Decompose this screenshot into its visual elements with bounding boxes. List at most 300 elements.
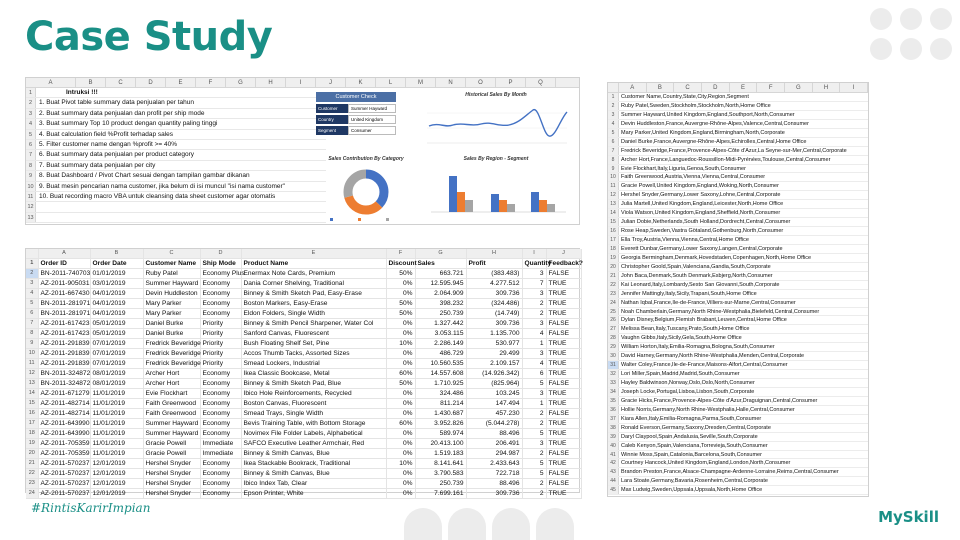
table-cell[interactable]: Economy <box>200 309 241 319</box>
table-cell[interactable]: Priority <box>200 349 241 359</box>
table-cell[interactable]: TRUE <box>546 439 581 449</box>
table-cell[interactable]: 0% <box>386 349 415 359</box>
column-letter: A <box>619 83 647 92</box>
table-cell[interactable]: 5 <box>522 459 546 469</box>
table-cell[interactable]: 1.710.925 <box>415 379 466 389</box>
table-cell[interactable]: Gracie Powell <box>143 449 200 459</box>
table-cell[interactable]: 8.141.641 <box>415 459 466 469</box>
table-cell[interactable]: 07/01/2019 <box>90 339 143 349</box>
table-cell[interactable]: Priority <box>200 319 241 329</box>
table-cell[interactable]: TRUE <box>546 399 581 409</box>
table-cell[interactable]: 3 <box>522 349 546 359</box>
table-cell[interactable]: Fredrick Beveridge <box>143 359 200 369</box>
table-cell[interactable]: Hershel Snyder <box>143 479 200 489</box>
table-cell[interactable]: AZ-2011-570237 <box>38 459 90 469</box>
table-cell[interactable]: 250.739 <box>415 309 466 319</box>
table-cell[interactable]: 294.987 <box>466 449 522 459</box>
csv-text[interactable]: David Harney,Germany,North Rhine-Westphalia,Menden,Central,Corporate <box>621 353 805 360</box>
table-cell[interactable]: AZ-2011-643990 <box>38 429 90 439</box>
table-cell[interactable]: 60% <box>386 419 415 429</box>
table-cell[interactable]: 2.109.157 <box>466 359 522 369</box>
table-cell[interactable]: 309.736 <box>466 489 522 499</box>
table-cell[interactable]: 1.430.687 <box>415 409 466 419</box>
table-cell[interactable]: FALSE <box>546 409 581 419</box>
table-row <box>26 399 581 409</box>
csv-text[interactable]: Vaughn Gibbs,Italy,Sicily,Gela,South,Home Office <box>621 335 742 342</box>
table-cell[interactable]: 7 <box>522 279 546 289</box>
table-cell[interactable]: (825.964) <box>466 379 522 389</box>
table-cell[interactable]: AZ-2011-671279 <box>38 389 90 399</box>
table-cell[interactable]: 4 <box>522 359 546 369</box>
table-cell[interactable]: 2 <box>522 489 546 499</box>
table-cell[interactable]: 3.790.583 <box>415 469 466 479</box>
table-cell[interactable]: 2 <box>522 479 546 489</box>
segment-field-value: Consumer <box>348 126 396 135</box>
customer-field-value[interactable]: Summer Hayward <box>348 104 396 113</box>
csv-text[interactable]: Gracie Hicks,France,Provence-Alpes-Côte d'Azur,Draguignan,Central,Consumer <box>621 397 818 404</box>
csv-text[interactable]: Kai Leonard,Italy,Lombardy,Sesto San Giovanni,South,Corporate <box>621 281 780 288</box>
table-cell[interactable]: SAFCO Executive Leather Armchair, Red <box>241 439 386 449</box>
table-cell[interactable]: Boston Canvas, Fluorescent <box>241 399 386 409</box>
column-letter: H <box>813 83 841 92</box>
table-cell[interactable]: AZ-2011-570237 <box>38 489 90 499</box>
table-cell[interactable]: 60% <box>386 369 415 379</box>
table-cell[interactable]: 309.736 <box>466 289 522 299</box>
csv-text[interactable]: Brandon Preston,France,Alsace-Champagne-Ardenne-Lorraine,Reims,Central,Consumer <box>621 469 839 476</box>
table-cell[interactable]: Economy <box>200 469 241 479</box>
table-cell[interactable]: FALSE <box>546 479 581 489</box>
table-cell[interactable]: 11/01/2019 <box>90 449 143 459</box>
csv-text[interactable]: Christopher Goold,Spain,Valenciana,Gandia,South,Corporate <box>621 263 771 270</box>
table-cell[interactable]: 5 <box>522 379 546 389</box>
table-cell[interactable]: 07/01/2019 <box>90 359 143 369</box>
table-cell[interactable]: 50% <box>386 309 415 319</box>
csv-text[interactable]: Daniel Burke,France,Auvergne-Rhône-Alpes,Echirolles,Central,Home Office <box>621 138 807 145</box>
row-number: 30 <box>608 352 619 360</box>
csv-text[interactable]: Daryl Claypool,Spain,Andalusia,Seville,South,Corporate <box>621 433 758 440</box>
table-cell[interactable]: AZ-2011-482714 <box>38 399 90 409</box>
table-cell[interactable]: TRUE <box>546 489 581 499</box>
table-cell[interactable]: Summer Hayward <box>143 279 200 289</box>
instruction-text: Intruksi !!! <box>66 89 98 96</box>
table-cell[interactable]: 11/01/2019 <box>90 399 143 409</box>
table-row <box>26 299 581 309</box>
csv-text[interactable]: Archer Hort,France,Languedoc-Roussillon-Midi-Pyrénées,Toulouse,Central,Consumer <box>621 156 831 163</box>
column-letter: E <box>166 78 196 87</box>
table-cell[interactable]: 12/01/2019 <box>90 459 143 469</box>
table-cell[interactable]: Epson Printer, White <box>241 489 386 499</box>
table-cell[interactable]: Economy <box>200 419 241 429</box>
table-cell[interactable]: 12/01/2019 <box>90 489 143 499</box>
table-cell[interactable]: BN-2011-281971 <box>38 309 90 319</box>
table-cell[interactable]: AZ-2011-667430 <box>38 289 90 299</box>
table-cell[interactable]: TRUE <box>546 309 581 319</box>
table-cell[interactable]: Hershel Snyder <box>143 489 200 499</box>
table-cell[interactable]: 0% <box>386 449 415 459</box>
table-cell[interactable]: BN-2011-740703 <box>38 269 90 279</box>
table-cell[interactable]: Daniel Burke <box>143 329 200 339</box>
table-cell[interactable]: 2 <box>522 409 546 419</box>
table-cell[interactable]: Priority <box>200 329 241 339</box>
table-cell[interactable]: 12/01/2019 <box>90 469 143 479</box>
table-cell[interactable]: 29.499 <box>466 349 522 359</box>
table-cell[interactable]: Ikea Stackable Bookrack, Traditional <box>241 459 386 469</box>
table-cell[interactable]: Bevis Training Table, with Bottom Storage <box>241 419 386 429</box>
table-cell[interactable]: Mary Parker <box>143 299 200 309</box>
table-cell[interactable]: 0% <box>386 439 415 449</box>
row-number: 23 <box>608 290 619 298</box>
table-cell[interactable]: AZ-2011-705359 <box>38 449 90 459</box>
csv-text[interactable]: Rose Heap,Sweden,Vastra Götaland,Gothenburg,North,Consumer <box>621 228 784 235</box>
table-cell[interactable]: AZ-2011-617423 <box>38 319 90 329</box>
table-cell[interactable]: TRUE <box>546 419 581 429</box>
table-cell[interactable]: Ibico Hole Reinforcements, Recycled <box>241 389 386 399</box>
table-cell[interactable]: 04/01/2019 <box>90 299 143 309</box>
table-cell[interactable]: Dania Corner Shelving, Traditional <box>241 279 386 289</box>
table-cell[interactable]: TRUE <box>546 389 581 399</box>
csv-text[interactable]: Courtney Hancock,United Kingdom,England,London,North,Consumer <box>621 460 791 467</box>
table-cell[interactable]: 0% <box>386 389 415 399</box>
table-cell[interactable]: 2.433.643 <box>466 459 522 469</box>
table-cell[interactable]: TRUE <box>546 359 581 369</box>
table-cell[interactable]: Priority <box>200 339 241 349</box>
table-cell[interactable]: 530.977 <box>466 339 522 349</box>
table-cell[interactable]: 0% <box>386 329 415 339</box>
table-cell[interactable]: 14.557.608 <box>415 369 466 379</box>
table-cell[interactable]: Faith Greenwood <box>143 399 200 409</box>
csv-text[interactable]: Ella Troy,Austria,Vienna,Vienna,Central,Home Office <box>621 237 749 243</box>
csv-text[interactable]: Julia Martell,United Kingdom,England,Leicester,North,Home Office <box>621 201 784 208</box>
table-cell[interactable]: TRUE <box>546 279 581 289</box>
csv-text[interactable]: Mary Parker,United Kingdom,England,Birmingham,North,Corporate <box>621 129 785 136</box>
table-cell[interactable]: TRUE <box>546 369 581 379</box>
table-cell[interactable]: 2 <box>522 309 546 319</box>
table-cell[interactable]: 11/01/2019 <box>90 419 143 429</box>
table-cell[interactable]: FALSE <box>546 469 581 479</box>
csv-text[interactable]: Devin Huddleston,France,Auvergne-Rhône-Alpes,Valence,Central,Consumer <box>621 120 809 127</box>
table-cell[interactable]: 50% <box>386 379 415 389</box>
table-cell[interactable]: 147.494 <box>466 399 522 409</box>
csv-text[interactable]: Hershel Snyder,Germany,Lower Saxony,Lohne,Central,Corporate <box>621 192 781 199</box>
table-cell[interactable]: 309.736 <box>466 319 522 329</box>
table-cell[interactable]: Hershel Snyder <box>143 459 200 469</box>
table-cell[interactable]: Priority <box>200 359 241 369</box>
table-cell[interactable]: TRUE <box>546 349 581 359</box>
decorative-dots <box>866 6 952 62</box>
table-cell[interactable]: 08/01/2019 <box>90 369 143 379</box>
table-cell[interactable]: 50% <box>386 269 415 279</box>
table-cell[interactable]: Devin Huddleston <box>143 289 200 299</box>
table-cell[interactable]: 5 <box>522 469 546 479</box>
table-cell[interactable]: Faith Greenwood <box>143 409 200 419</box>
table-cell[interactable]: Binney & Smith Canvas, Blue <box>241 469 386 479</box>
table-cell[interactable]: 04/01/2019 <box>90 309 143 319</box>
table-cell[interactable]: 1.519.183 <box>415 449 466 459</box>
table-cell[interactable]: 0% <box>386 469 415 479</box>
table-cell[interactable]: Economy <box>200 489 241 499</box>
table-cell[interactable]: 12.595.945 <box>415 279 466 289</box>
table-cell[interactable]: 3 <box>522 289 546 299</box>
csv-text[interactable]: Dylan Disney,Belgium,Flemish Brabant,Leuven,Central,Home Office <box>621 317 787 324</box>
table-cell[interactable]: 0% <box>386 409 415 419</box>
table-row <box>26 359 581 369</box>
table-cell[interactable]: Accos Thumb Tacks, Assorted Sizes <box>241 349 386 359</box>
table-cell[interactable]: Economy <box>200 379 241 389</box>
table-cell[interactable]: Ibico Index Tab, Clear <box>241 479 386 489</box>
table-cell[interactable]: 0% <box>386 429 415 439</box>
csv-text[interactable]: Melissa Bean,Italy,Tuscany,Prato,South,Home Office <box>621 326 750 333</box>
column-letter: C <box>106 78 136 87</box>
table-cell[interactable]: Fredrick Beveridge <box>143 339 200 349</box>
csv-text[interactable]: Joseph Locke,Portugal,Lisboa,Lisbon,South,Corporate <box>621 388 755 395</box>
table-cell[interactable]: (5.044.278) <box>466 419 522 429</box>
table-cell[interactable]: Economy <box>200 479 241 489</box>
table-cell[interactable]: 250.739 <box>415 479 466 489</box>
table-cell[interactable]: BN-2011-281971 <box>38 299 90 309</box>
table-cell[interactable]: 3.053.115 <box>415 329 466 339</box>
table-cell[interactable]: AZ-2011-570237 <box>38 479 90 489</box>
table-cell[interactable]: 1.327.442 <box>415 319 466 329</box>
table-cell[interactable]: TRUE <box>546 429 581 439</box>
table-cell[interactable]: 4.277.512 <box>466 279 522 289</box>
csv-text[interactable]: Noah Chamberlain,Germany,North Rhine-Westphalia,Bielefeld,Central,Consumer <box>621 308 820 315</box>
table-cell[interactable]: Mary Parker <box>143 309 200 319</box>
table-cell[interactable]: 0% <box>386 479 415 489</box>
table-cell[interactable]: TRUE <box>546 459 581 469</box>
table-cell[interactable]: AZ-2011-291839 <box>38 339 90 349</box>
csv-text[interactable]: Max Ludwig,Sweden,Uppsala,Uppsala,North,Home Office <box>621 487 763 494</box>
table-cell[interactable]: FALSE <box>546 449 581 459</box>
csv-text[interactable]: Jennifer Mattingly,Italy,Sicily,Trapani,South,Home Office <box>621 290 757 297</box>
table-cell[interactable]: 11/01/2019 <box>90 389 143 399</box>
table-cell[interactable]: (324.486) <box>466 299 522 309</box>
table-cell[interactable]: 2.064.909 <box>415 289 466 299</box>
table-cell[interactable]: 103.245 <box>466 389 522 399</box>
csv-text[interactable]: Winnie Moss,Spain,Catalonia,Barcelona,South,Consumer <box>621 451 762 458</box>
table-cell[interactable]: 07/01/2019 <box>90 349 143 359</box>
table-cell[interactable]: 1 <box>522 339 546 349</box>
csv-text[interactable]: Customer Name,Country,State,City,Region,Segment <box>621 94 749 100</box>
table-cell[interactable]: Hershel Snyder <box>143 469 200 479</box>
table-cell[interactable]: Binney & Smith Sketch Pad, Easy-Erase <box>241 289 386 299</box>
table-cell[interactable]: 10% <box>386 459 415 469</box>
table-cell[interactable]: Smead Trays, Single Width <box>241 409 386 419</box>
table-cell[interactable]: 08/01/2019 <box>90 379 143 389</box>
table-cell[interactable]: FALSE <box>546 269 581 279</box>
csv-text[interactable]: Hollie Norris,Germany,North Rhine-Westphalia,Halle,Central,Consumer <box>621 406 795 413</box>
table-cell[interactable]: Binney & Smith Sketch Pad, Blue <box>241 379 386 389</box>
csv-text[interactable]: Hayley Baldwinson,Norway,Oslo,Oslo,North,Consumer <box>621 380 755 386</box>
csv-text[interactable]: Julian Dobie,Netherlands,South Holland,Dordrecht,Central,Consumer <box>621 219 791 226</box>
table-cell[interactable]: Fredrick Beveridge <box>143 349 200 359</box>
table-cell[interactable]: 11/01/2019 <box>90 439 143 449</box>
csv-text[interactable]: Caleb Kenyon,Spain,Valenciana,Torrevieja,South,Consumer <box>621 442 768 449</box>
table-cell[interactable]: Economy <box>200 289 241 299</box>
table-cell[interactable]: Economy <box>200 399 241 409</box>
table-cell[interactable]: Economy <box>200 409 241 419</box>
csv-text[interactable]: Gracie Powell,United Kingdom,England,Woking,North,Consumer <box>621 183 779 190</box>
table-cell[interactable]: 663.721 <box>415 269 466 279</box>
table-cell[interactable]: AZ-2011-291839 <box>38 349 90 359</box>
table-cell[interactable]: Eldon Folders, Single Width <box>241 309 386 319</box>
csv-text[interactable]: Walter Coley,France,Ile-de-France,Maisons-Alfort,Central,Consumer <box>621 362 788 369</box>
table-cell[interactable]: 486.729 <box>415 349 466 359</box>
table-cell[interactable]: 398.232 <box>415 299 466 309</box>
table-cell[interactable]: Daniel Burke <box>143 319 200 329</box>
table-cell[interactable]: Economy Plus <box>200 269 241 279</box>
table-cell[interactable]: (383.483) <box>466 269 522 279</box>
csv-text[interactable]: William Horton,Italy,Emilia-Romagna,Bologna,South,Consumer <box>621 344 775 351</box>
table-cell[interactable]: Enermax Note Cards, Premium <box>241 269 386 279</box>
table-cell[interactable]: Binney & Smith Canvas, Blue <box>241 449 386 459</box>
table-cell[interactable]: 589.974 <box>415 429 466 439</box>
table-cell[interactable]: Summer Hayward <box>143 419 200 429</box>
table-cell[interactable]: AZ-2011-643990 <box>38 419 90 429</box>
table-cell[interactable]: (14.926.342) <box>466 369 522 379</box>
table-cell[interactable]: Ruby Patel <box>143 269 200 279</box>
table-cell[interactable]: 03/01/2019 <box>90 279 143 289</box>
table-cell[interactable]: 3.952.826 <box>415 419 466 429</box>
table-cell[interactable]: 0% <box>386 289 415 299</box>
table-cell[interactable]: AZ-2011-291839 <box>38 359 90 369</box>
row-number: 6 <box>608 138 619 146</box>
customer-check-panel <box>316 92 396 135</box>
csv-text[interactable]: Evie Flockhart,Italy,Liguria,Genoa,South,Consumer <box>621 165 746 172</box>
table-cell[interactable]: 1.135.700 <box>466 329 522 339</box>
table-cell[interactable]: 457.230 <box>466 409 522 419</box>
table-cell[interactable]: AZ-2011-705359 <box>38 439 90 449</box>
table-cell[interactable]: Immediate <box>200 439 241 449</box>
table-cell[interactable]: 11/01/2019 <box>90 409 143 419</box>
column-letter: I <box>286 78 316 87</box>
table-cell[interactable]: 0% <box>386 489 415 499</box>
table-cell[interactable]: Economy <box>200 429 241 439</box>
table-cell[interactable]: 324.486 <box>415 389 466 399</box>
table-cell[interactable]: 04/01/2019 <box>90 289 143 299</box>
table-cell[interactable]: 3 <box>522 269 546 279</box>
table-cell[interactable]: AZ-2011-905031 <box>38 279 90 289</box>
table-cell[interactable]: 20.413.100 <box>415 439 466 449</box>
table-cell[interactable]: Smead Lockers, Industrial <box>241 359 386 369</box>
table-cell[interactable]: 2 <box>522 299 546 309</box>
csv-text[interactable]: Nathan Iqbal,France,Ile-de-France,Villiers-sur-Marne,Central,Consumer <box>621 299 796 306</box>
csv-text[interactable]: Ronald Everson,Germany,Saxony,Dresden,Central,Corporate <box>621 424 771 431</box>
table-cell[interactable]: TRUE <box>546 289 581 299</box>
csv-text[interactable]: Ruby Patel,Sweden,Stockholm,Stockholm,North,Home Office <box>621 102 771 109</box>
csv-row <box>608 379 868 388</box>
table-cell[interactable]: Immediate <box>200 449 241 459</box>
table-cell[interactable]: 11/01/2019 <box>90 429 143 439</box>
csv-text[interactable]: Faith Greenwood,Austria,Vienna,Vienna,Central,Consumer <box>621 174 766 181</box>
instruction-row <box>26 171 326 181</box>
table-cell[interactable]: FALSE <box>546 379 581 389</box>
table-cell[interactable]: Sanford Canvas, Fluorescent <box>241 329 386 339</box>
csv-text[interactable]: Summer Hayward,United Kingdom,England,Southport,North,Consumer <box>621 111 795 118</box>
table-cell[interactable]: 811.214 <box>415 399 466 409</box>
table-cell[interactable]: AZ-2011-617423 <box>38 329 90 339</box>
table-cell[interactable]: 3 <box>522 439 546 449</box>
table-cell[interactable]: Boston Markers, Easy-Erase <box>241 299 386 309</box>
table-cell[interactable]: 5 <box>522 429 546 439</box>
table-cell[interactable]: FALSE <box>546 319 581 329</box>
csv-text[interactable]: Everett Dunbar,Germany,Lower Saxony,Langen,Central,Corporate <box>621 245 783 252</box>
table-cell[interactable]: 2 <box>522 449 546 459</box>
table-cell[interactable]: Ikea Classic Bookcase, Metal <box>241 369 386 379</box>
table-cell[interactable]: Archer Hort <box>143 379 200 389</box>
table-cell[interactable]: 206.491 <box>466 439 522 449</box>
table-cell[interactable]: 0% <box>386 319 415 329</box>
table-cell[interactable]: TRUE <box>546 299 581 309</box>
table-cell[interactable]: 12/01/2019 <box>90 479 143 489</box>
table-cell[interactable]: Economy <box>200 459 241 469</box>
csv-text[interactable]: Fredrick Beveridge,France,Provence-Alpes-Côte d'Azur,La Seyne-sur-Mer,Central,Corporate <box>621 147 847 154</box>
csv-text[interactable]: Lara Stoate,Germany,Bavaria,Rosenheim,Central,Corporate <box>621 478 768 485</box>
table-cell[interactable]: 88.496 <box>466 479 522 489</box>
table-cell[interactable]: 7.699.161 <box>415 489 466 499</box>
table-cell[interactable]: Economy <box>200 389 241 399</box>
table-cell[interactable]: AZ-2011-482714 <box>38 409 90 419</box>
row-number: 35 <box>608 397 619 405</box>
row-number: 29 <box>608 343 619 351</box>
table-cell[interactable]: 0% <box>386 399 415 409</box>
table-cell[interactable]: AZ-2011-570237 <box>38 469 90 479</box>
table-cell[interactable]: Economy <box>200 279 241 289</box>
csv-text[interactable]: Viola Watson,United Kingdom,England,Sheffield,North,Consumer <box>621 210 781 217</box>
table-cell[interactable]: 50% <box>386 299 415 309</box>
table-cell[interactable]: 6 <box>522 369 546 379</box>
table-cell[interactable]: 2.286.149 <box>415 339 466 349</box>
csv-text[interactable]: Kiara Allen,Italy,Emilia-Romagna,Parma,South,Consumer <box>621 415 762 422</box>
table-cell[interactable]: 05/01/2019 <box>90 319 143 329</box>
csv-text[interactable]: Georgia Bermingham,Denmark,Hovedstaden,Copenhagen,North,Home Office <box>621 254 812 261</box>
table-cell[interactable]: 10% <box>386 339 415 349</box>
table-cell[interactable]: Economy <box>200 299 241 309</box>
table-cell[interactable]: Economy <box>200 369 241 379</box>
table-cell[interactable]: 2 <box>522 419 546 429</box>
historical-sales-title: Historical Sales By Month <box>465 92 527 98</box>
csv-row <box>608 388 868 397</box>
table-cell[interactable]: 1 <box>522 399 546 409</box>
table-cell[interactable]: BN-2011-324872 <box>38 379 90 389</box>
table-cell[interactable]: BN-2011-324872 <box>38 369 90 379</box>
table-cell[interactable]: 3 <box>522 319 546 329</box>
table-cell[interactable]: Summer Hayward <box>143 429 200 439</box>
table-cell[interactable]: 0% <box>386 359 415 369</box>
table-cell[interactable]: (14.749) <box>466 309 522 319</box>
table-cell[interactable]: 10.560.535 <box>415 359 466 369</box>
table-cell[interactable]: 0% <box>386 279 415 289</box>
table-cell[interactable]: 3 <box>522 389 546 399</box>
table-cell[interactable]: FALSE <box>546 329 581 339</box>
table-cell[interactable]: 722.718 <box>466 469 522 479</box>
row-number: 3 <box>26 109 36 118</box>
table-cell[interactable]: 05/01/2019 <box>90 329 143 339</box>
column-letter: Q <box>526 78 556 87</box>
table-cell[interactable]: Bush Floating Shelf Set, Pine <box>241 339 386 349</box>
table-cell[interactable]: 88.496 <box>466 429 522 439</box>
csv-text[interactable]: Lori Miller,Spain,Madrid,Madrid,South,Consumer <box>621 371 740 378</box>
csv-text[interactable]: John Baca,Denmark,South Denmark,Esbjerg,North,Consumer <box>621 272 773 279</box>
table-cell[interactable]: Evie Flockhart <box>143 389 200 399</box>
table-cell[interactable]: 01/01/2019 <box>90 269 143 279</box>
table-cell[interactable]: Gracie Powell <box>143 439 200 449</box>
table-cell[interactable]: Binney & Smith Pencil Sharpener, Water Col <box>241 319 386 329</box>
table-cell[interactable]: TRUE <box>546 339 581 349</box>
table-cell[interactable]: 4 <box>522 329 546 339</box>
column-letter: B <box>90 249 143 259</box>
table-cell[interactable]: Archer Hort <box>143 369 200 379</box>
table-cell[interactable]: Novimex File Folder Labels, Alphabetical <box>241 429 386 439</box>
